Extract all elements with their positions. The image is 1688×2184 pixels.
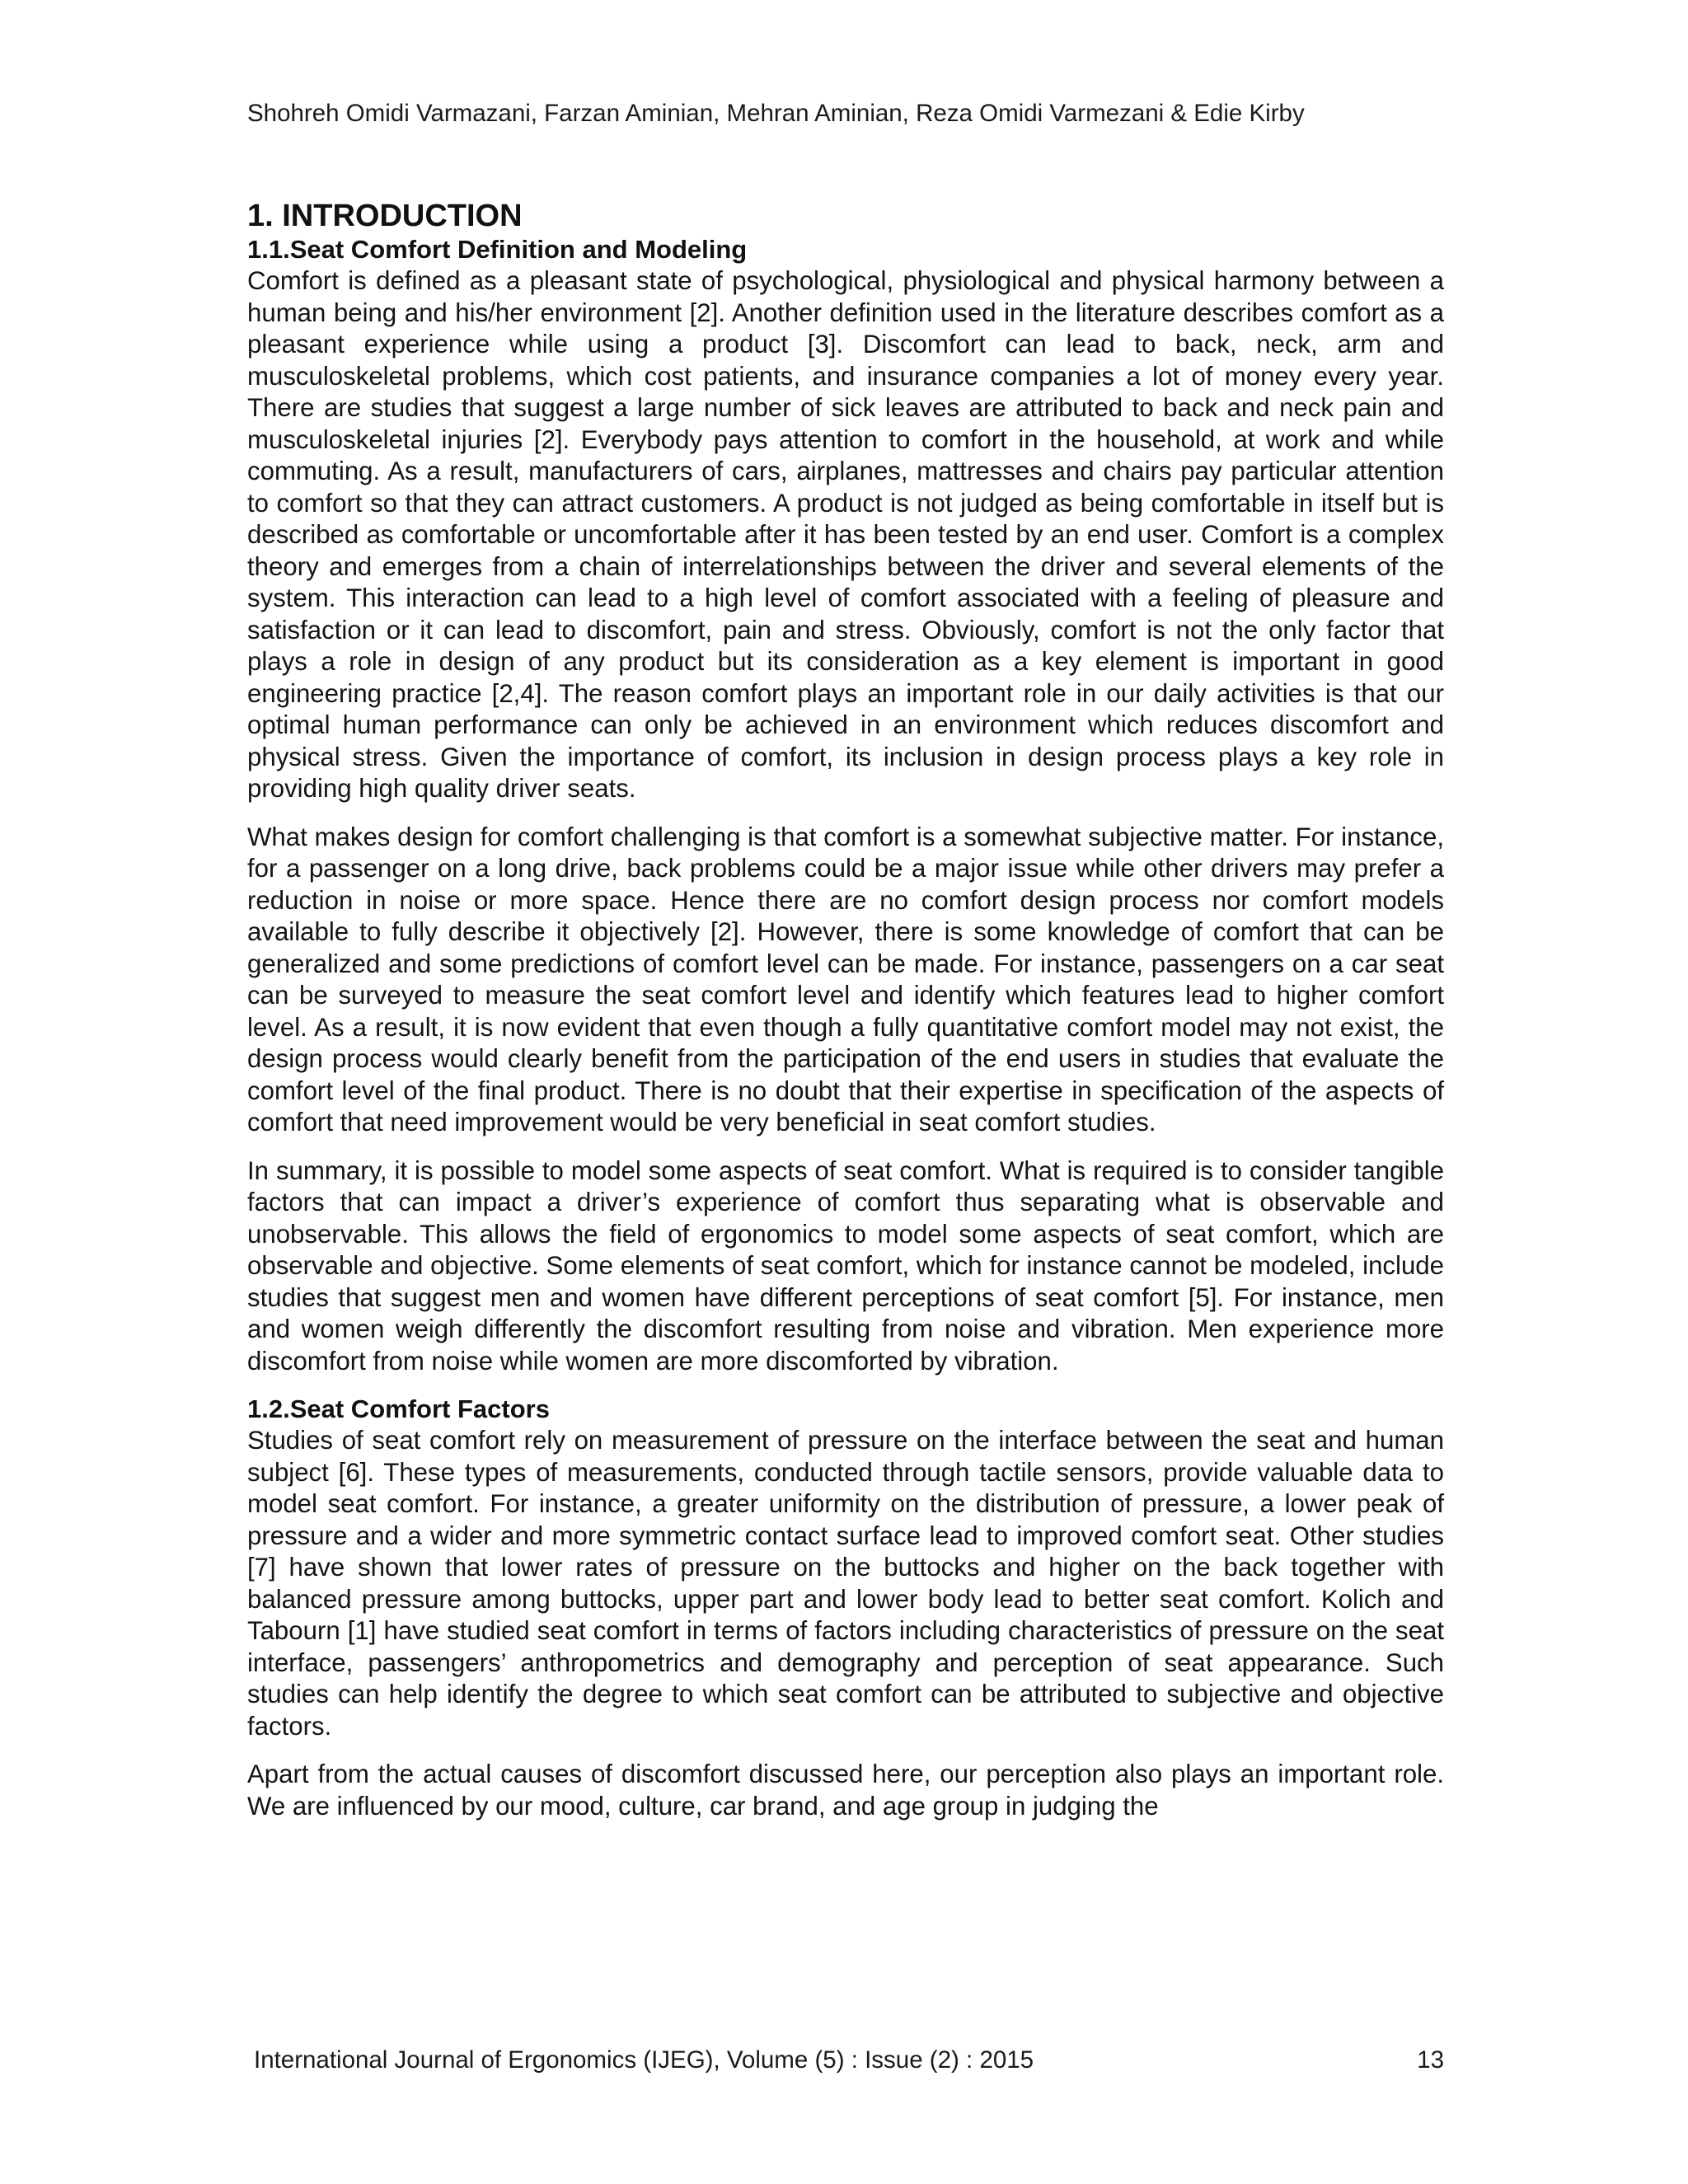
running-header-authors: Shohreh Omidi Varmazani, Farzan Aminian, Mehran Aminian, Reza Omidi Varmezani & Edie Kirby xyxy=(247,100,1305,127)
paragraph: Comfort is defined as a pleasant state of psychological, physiological and physical harmony between a human being and his/her environment [2]. Another definition used in the literature describes comfort as a pleasant experience while using a product [3]. Discomfort can lead to back, neck, arm and musculoskeletal problems, which cost patients, and insurance companies a lot of money every year. There are studies that suggest a large number of sick leaves are attributed to back and neck pain and musculoskeletal injuries [2]. Everybody pays attention to comfort in the household, at work and while commuting. As a result, manufacturers of cars, airplanes, mattresses and chairs pay particular attention to comfort so that they can attract customers. A product is not judged as being comfortable in itself but is described as comfortable or uncomfortable after it has been tested by an end user. Comfort is a complex theory and emerges from a chain of interrelationships between the driver and several elements of the system. This interaction can lead to a high level of comfort associated with a feeling of pleasure and satisfaction or it can lead to discomfort, pain and stress. Obviously, comfort is not the only factor that plays a role in design of any product but its consideration as a key element is important in good engineering practice [2,4]. The reason comfort plays an important role in our daily activities is that our optimal human performance can only be achieved in an environment which reduces discomfort and physical stress. Given the importance of comfort, its inclusion in design process plays a key role in providing high quality driver seats. xyxy=(247,266,1444,803)
section-title: 1. INTRODUCTION xyxy=(247,199,523,233)
paragraph: In summary, it is possible to model some aspects of seat comfort. What is required is to consider tangible factors that can impact a driver’s experience of comfort thus separating what is observable and unobservable. This allows the field of ergonomics to model some aspects of seat comfort, which are observable and objective. Some elements of seat comfort, which for instance cannot be modeled, include studies that suggest men and women have different perceptions of seat comfort [5]. For instance, men and women weigh differently the discomfort resulting from noise and vibration. Men experience more discomfort from noise while women are more discomforted by vibration. xyxy=(247,1155,1444,1376)
paragraph: What makes design for comfort challenging is that comfort is a somewhat subjective matter. For instance, for a passenger on a long drive, back problems could be a major issue while other drivers may prefer a reduction in noise or more space. Hence there are no comfort design process nor comfort models available to fully describe it objectively [2]. However, there is some knowledge of comfort that can be generalized and some predictions of comfort level can be made. For instance, passengers on a car seat can be surveyed to measure the seat comfort level and identify which features lead to higher comfort level. As a result, it is now evident that even though a fully quantitative comfort model may not exist, the design process would clearly benefit from the participation of the end users in studies that evaluate the comfort level of the final product. There is no doubt that their expertise in specification of the aspects of comfort that need improvement would be very beneficial in seat comfort studies. xyxy=(247,822,1444,1137)
footer-journal-citation: International Journal of Ergonomics (IJEG), Volume (5) : Issue (2) : 2015 xyxy=(254,2046,1034,2074)
main-content xyxy=(247,198,1444,1822)
paragraph: Apart from the actual causes of discomfort discussed here, our perception also plays an important role. We are influenced by our mood, culture, car brand, and age group in judging the xyxy=(247,1760,1444,1821)
paragraph: Studies of seat comfort rely on measurement of pressure on the interface between the seat and human subject [6]. These types of measurements, conducted through tactile sensors, provide valuable data to model seat comfort. For instance, a greater uniformity on the distribution of pressure, a lower peak of pressure and a wider and more symmetric contact surface lead to improved comfort seat. Other studies [7] have shown that lower rates of pressure on the buttocks and higher on the back together with balanced pressure among buttocks, upper part and lower body lead to better seat comfort. Kolich and Tabourn [1] have studied seat comfort in terms of factors including characteristics of pressure on the seat interface, passengers’ anthropometrics and demography and perception of seat appearance. Such studies can help identify the degree to which seat comfort can be attributed to subjective and objective factors. xyxy=(247,1426,1444,1741)
page-number: 13 xyxy=(1417,2046,1444,2074)
subsection-title-factors: 1.2.Seat Comfort Factors xyxy=(247,1394,550,1423)
subsection-title-definition: 1.1.Seat Comfort Definition and Modeling xyxy=(247,235,748,264)
